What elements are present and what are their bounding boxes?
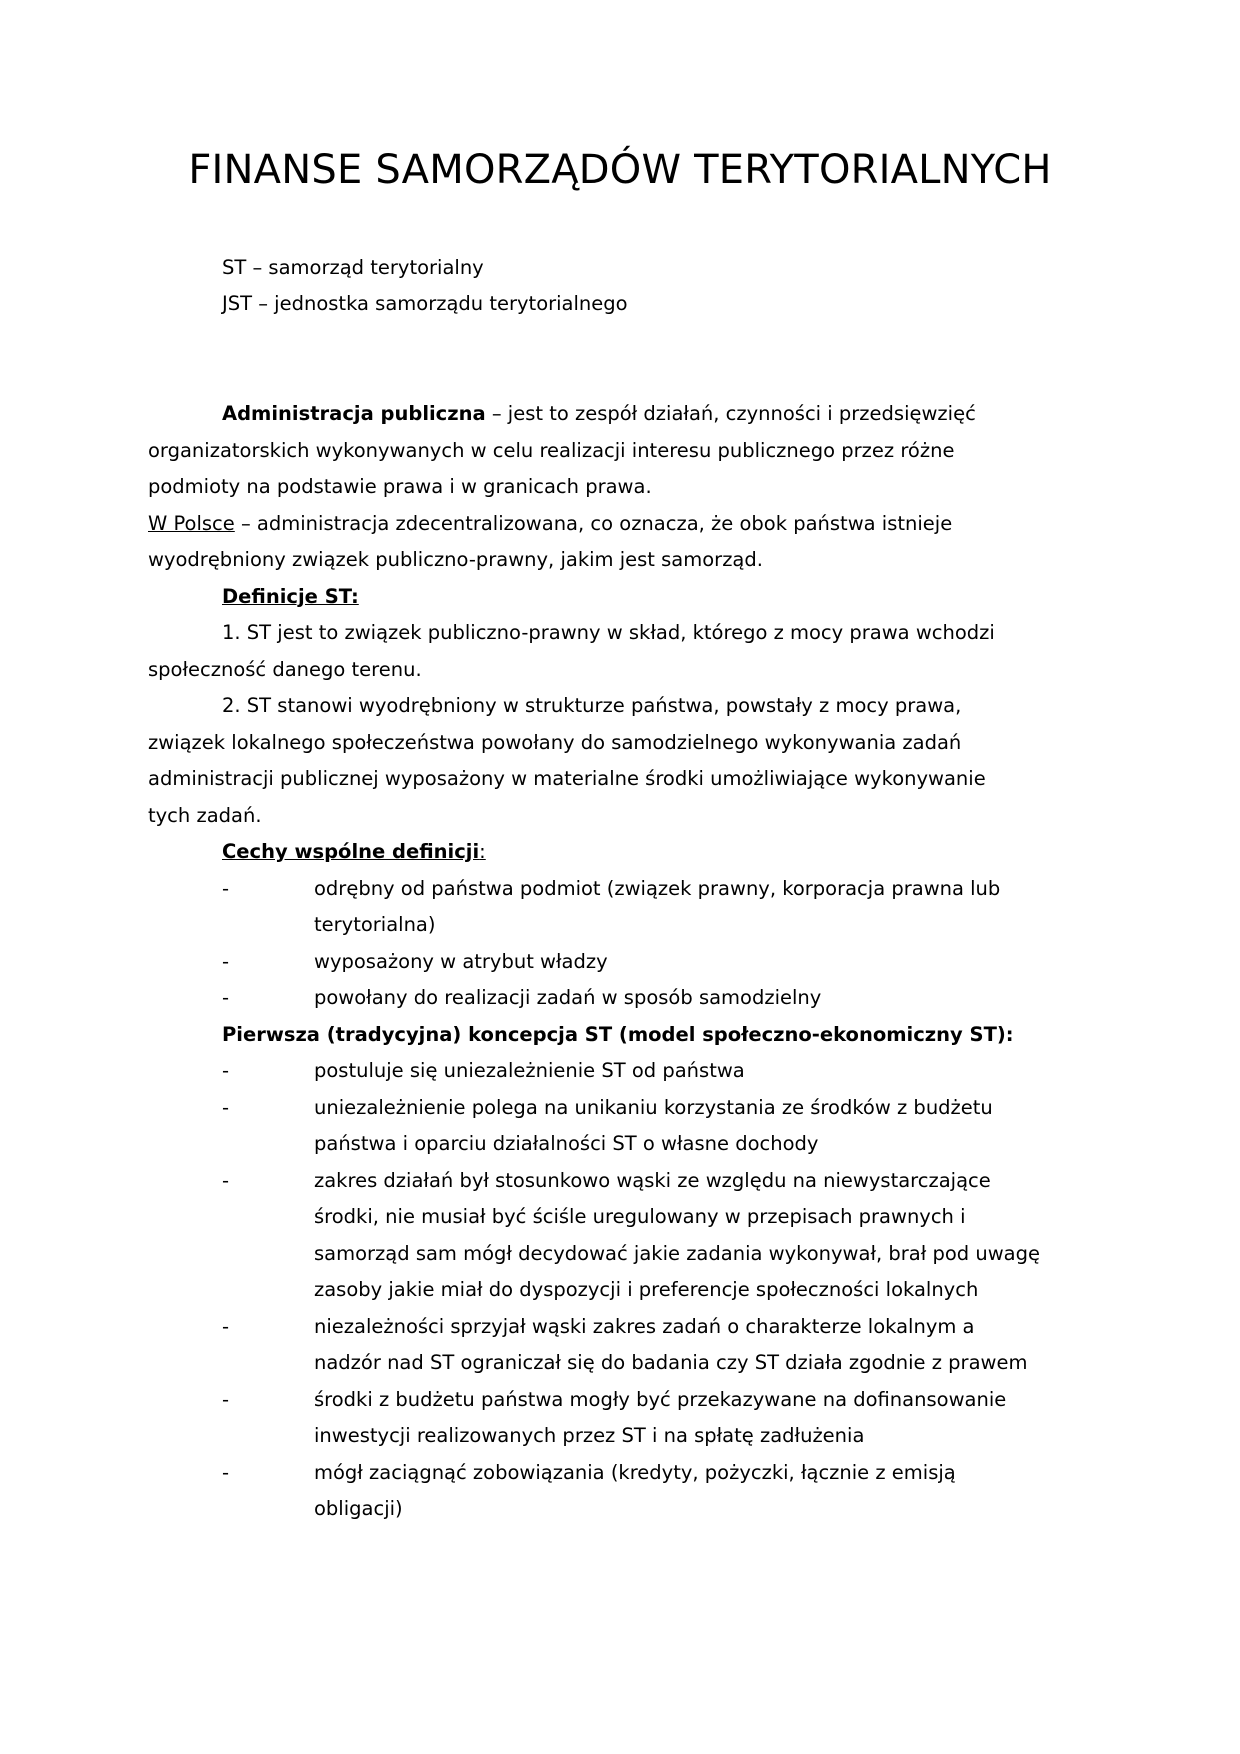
list-item-text: wyposażony w atrybut władzy	[314, 949, 608, 973]
list-dash: -	[222, 949, 230, 973]
list-dash: -	[222, 986, 230, 1009]
list-item-text: inwestycji realizowanych przez ST i na spłatę zadłużenia	[314, 1424, 865, 1447]
list-item	[148, 1163, 1098, 1309]
list-item	[148, 1309, 1098, 1382]
term-w-polsce: W Polsce	[148, 511, 235, 535]
definition-1-line-1: 1. ST jest to związek publiczno-prawny w skład, którego z mocy prawa wchodzi	[222, 621, 995, 644]
paragraph-polska-line-2: wyodrębniony związek publiczno-prawny, jakim jest samorząd.	[148, 548, 763, 571]
list-dash: -	[222, 1314, 230, 1338]
common-features-heading: Cechy wspólne definicji	[222, 840, 480, 863]
definitions-heading-line	[148, 579, 1098, 616]
list-item-text: postuluje się uniezależnienie ST od państwa	[314, 1059, 745, 1082]
list-item	[148, 1455, 1098, 1528]
list-item-text: samorząd sam mógł decydować jakie zadania wykonywał, brał pod uwagę	[314, 1241, 1040, 1265]
concept-list	[148, 1053, 1098, 1528]
list-item	[148, 1090, 1098, 1163]
definition-2-line-4: tych zadań.	[148, 803, 262, 827]
definition-1-line-2: społeczność danego terenu.	[148, 657, 422, 681]
list-item-text: obligacji)	[314, 1497, 403, 1520]
list-item-text: mógł zaciągnąć zobowiązania (kredyty, pożyczki, łącznie z emisją	[314, 1460, 956, 1484]
list-item-text: terytorialna)	[314, 913, 436, 936]
list-item-text: środki z budżetu państwa mogły być przekazywane na dofinansowanie	[314, 1387, 1007, 1411]
list-item-text: powołany do realizacji zadań w sposób samodzielny	[314, 986, 822, 1009]
document-body	[148, 396, 1098, 1528]
common-features-heading-line	[148, 834, 1098, 871]
list-item-text: niezależności sprzyjał wąski zakres zadań o charakterze lokalnym a	[314, 1314, 975, 1338]
list-item	[148, 980, 1098, 1017]
paragraph-admin-line-3: podmioty na podstawie prawa i w granicach prawa.	[148, 475, 652, 498]
list-item-text: zasoby jakie miał do dyspozycji i preferencje społeczności lokalnych	[314, 1278, 979, 1301]
list-item-text: zakres działań był stosunkowo wąski ze względu na niewystarczające	[314, 1168, 991, 1192]
list-item-text: państwa i oparciu działalności ST o własne dochody	[314, 1132, 819, 1155]
common-features-colon: :	[479, 840, 486, 863]
abbreviation-jst: JST – jednostka samorządu terytorialnego	[222, 292, 628, 315]
document-title: FINANSE SAMORZĄDÓW TERYTORIALNYCH	[188, 147, 1052, 193]
list-item	[148, 871, 1098, 944]
admin-definition-text: – jest to zespół działań, czynności i przedsięwzięć	[485, 402, 976, 425]
concept-heading: Pierwsza (tradycyjna) koncepcja ST (model społeczno-ekonomiczny ST):	[222, 1022, 1014, 1046]
list-dash: -	[222, 1387, 230, 1411]
list-dash: -	[222, 1059, 230, 1082]
abbreviation-st: ST – samorząd terytorialny	[222, 256, 484, 279]
list-item-text: odrębny od państwa podmiot (związek prawny, korporacja prawna lub	[314, 876, 1001, 900]
common-features-list	[148, 871, 1098, 1017]
list-dash: -	[222, 1460, 230, 1484]
definition-2-line-3: administracji publicznej wyposażony w materialne środki umożliwiające wykonywanie	[148, 767, 986, 790]
list-item-text: nadzór nad ST ograniczał się do badania czy ST działa zgodnie z prawem	[314, 1351, 1028, 1374]
list-item	[148, 944, 1098, 981]
paragraph-admin-line-1	[148, 396, 1098, 433]
paragraph-polska-line-1	[148, 506, 1098, 543]
list-dash: -	[222, 876, 230, 900]
paragraph-admin-line-2: organizatorskich wykonywanych w celu realizacji interesu publicznego przez różne	[148, 438, 955, 462]
list-dash: -	[222, 1095, 230, 1119]
definitions-heading: Definicje ST:	[222, 584, 359, 608]
list-item	[148, 1382, 1098, 1455]
list-item-text: uniezależnienie polega na unikaniu korzystania ze środków z budżetu	[314, 1095, 993, 1119]
list-item	[148, 1053, 1098, 1090]
list-item-text: środki, nie musiał być ściśle uregulowany w przepisach prawnych i	[314, 1205, 966, 1228]
definition-2-line-1: 2. ST stanowi wyodrębniony w strukturze państwa, powstały z mocy prawa,	[222, 694, 962, 717]
definition-2-line-2: związek lokalnego społeczeństwa powołany do samodzielnego wykonywania zadań	[148, 730, 962, 754]
term-administracja: Administracja publiczna	[222, 402, 486, 425]
list-dash: -	[222, 1168, 230, 1192]
polska-text: – administracja zdecentralizowana, co oznacza, że obok państwa istnieje	[234, 511, 953, 535]
